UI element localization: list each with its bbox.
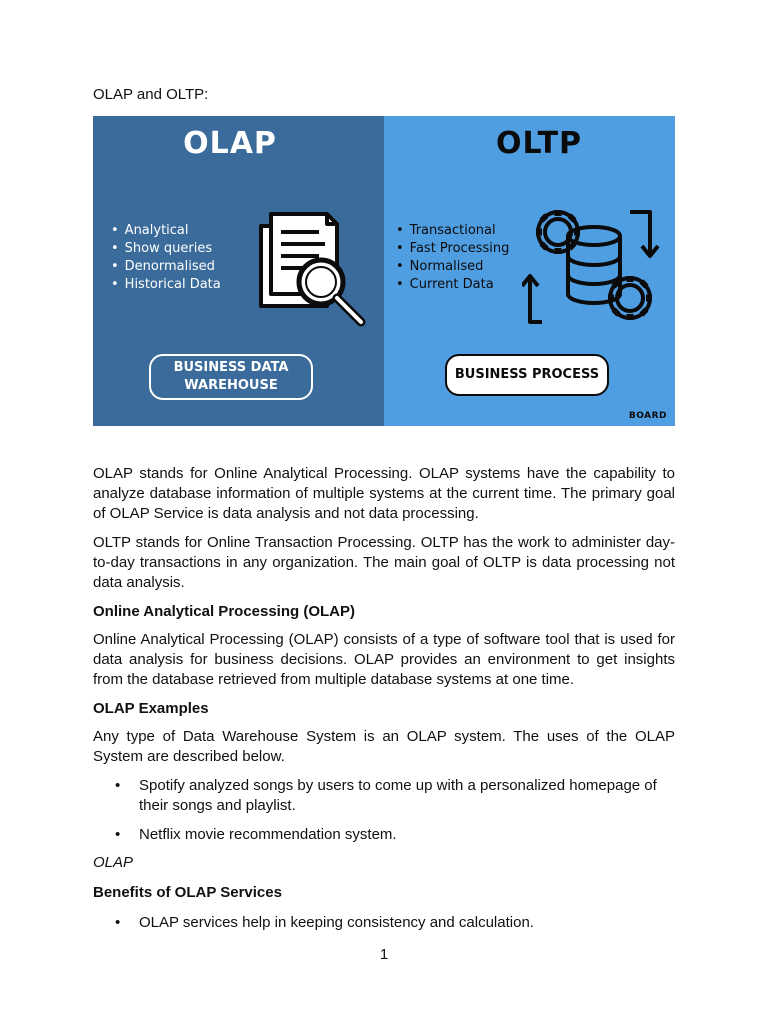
intro-heading: OLAP and OLTP: xyxy=(93,86,209,103)
olap-bullet: • Show queries xyxy=(111,240,221,258)
oltp-bullet: • Transactional xyxy=(396,222,509,240)
section-heading-benefits: Benefits of OLAP Services xyxy=(93,884,282,901)
italic-label: OLAP xyxy=(93,854,134,871)
olap-bullet: • Denormalised xyxy=(111,258,221,276)
olap-oltp-figure xyxy=(93,116,675,426)
oltp-process-pill: BUSINESS PROCESS xyxy=(445,354,609,396)
olap-bullets xyxy=(111,222,221,294)
oltp-bullet: • Normalised xyxy=(396,258,509,276)
page-number: 1 xyxy=(379,946,389,963)
bullet-icon: • xyxy=(115,826,121,843)
database-gears-icon xyxy=(522,202,662,332)
bullet-icon: • xyxy=(115,777,121,794)
olap-bullet: • Historical Data xyxy=(111,276,221,294)
board-logo: BOARD xyxy=(628,411,667,421)
paragraph-olap-definition: OLAP stands for Online Analytical Processing. OLAP systems have the capability to analyze database information of multiple systems at the current time. The primary goal of OLAP Service is data analysis and not data processing. xyxy=(93,465,675,522)
olap-title: OLAP xyxy=(183,126,277,161)
paragraph-oltp-definition: OLTP stands for Online Transaction Processing. OLTP has the work to administer day-to-day transactions in any organization. The main goal of OLTP is data processing not data analysis. xyxy=(93,534,675,591)
list-item-text: Spotify analyzed songs by users to come up with a personalized homepage of their songs and playlist. xyxy=(139,777,657,814)
olap-warehouse-pill: BUSINESS DATA WAREHOUSE xyxy=(149,354,313,400)
paragraph-olap-description: Online Analytical Processing (OLAP) consists of a type of software tool that is used for data analysis for business decisions. OLAP provides an environment to get insights from the database retrieved from multiple database systems at one time. xyxy=(93,631,675,688)
olap-panel xyxy=(93,116,384,426)
oltp-panel xyxy=(384,116,675,426)
oltp-bullet: • Fast Processing xyxy=(396,240,509,258)
olap-bullet: • Analytical xyxy=(111,222,221,240)
paragraph-olap-examples: Any type of Data Warehouse System is an OLAP system. The uses of the OLAP System are described below. xyxy=(93,728,675,765)
oltp-title: OLTP xyxy=(495,126,583,161)
bullet-icon: • xyxy=(115,914,121,931)
list-item-text: Netflix movie recommendation system. xyxy=(139,826,397,843)
section-heading-olap-examples: OLAP Examples xyxy=(93,700,209,717)
section-heading-olap: Online Analytical Processing (OLAP) xyxy=(93,603,356,620)
list-item-text: OLAP services help in keeping consistency and calculation. xyxy=(139,914,534,931)
oltp-bullet: • Current Data xyxy=(396,276,509,294)
oltp-bullets xyxy=(396,222,509,294)
document-search-icon xyxy=(249,206,379,336)
